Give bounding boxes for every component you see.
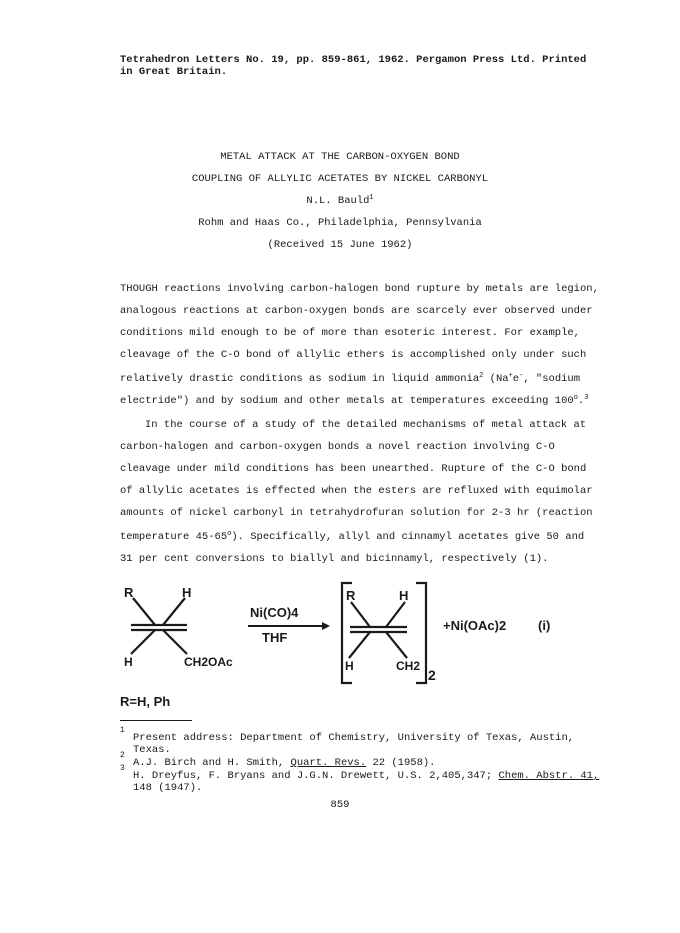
body-line: In the course of a study of the detailed mechanisms of metal attack at bbox=[145, 419, 587, 431]
footnote-1-line1: Present address: Department of Chemistry, University of Texas, Austin, bbox=[133, 732, 575, 744]
journal-name: Quart. Revs. bbox=[290, 757, 367, 769]
footnote-3-line2: 148 (1947). bbox=[133, 782, 203, 794]
article-title-line1: METAL ATTACK AT THE CARBON-OXYGEN BOND bbox=[220, 151, 460, 163]
article-title-line2: COUPLING OF ALLYLIC ACETATES BY NICKEL CARBONYL bbox=[191, 173, 489, 185]
body-line: cleavage of the C-O bond of allylic ethers is accomplished only under such bbox=[120, 349, 587, 361]
reactant-r-label: R bbox=[124, 585, 134, 600]
equation-number: (i) bbox=[538, 618, 551, 633]
product-ch2-label: CH2 bbox=[396, 659, 421, 673]
text-span: temperature 45-65 bbox=[120, 531, 228, 543]
reagent-label: Ni(CO)4 bbox=[250, 605, 299, 620]
charge-minus: - bbox=[519, 372, 524, 380]
text-span: relatively drastic conditions as sodium in liquid ammonia bbox=[120, 373, 480, 385]
footnote-3-number: 3 bbox=[120, 764, 125, 773]
page-number: 859 bbox=[330, 799, 350, 811]
reactant-h-lower-label: H bbox=[124, 655, 133, 669]
body-line: THOUGH reactions involving carbon-halogen bond rupture by metals are legion, bbox=[120, 283, 599, 295]
footnote-rule bbox=[120, 720, 192, 721]
text-span: 22 (1958). bbox=[366, 757, 436, 769]
body-line: conditions mild enough to be of more than esoteric interest. For example, bbox=[120, 327, 580, 339]
text-span: A.J. Birch and H. Smith, bbox=[133, 757, 291, 769]
product-h-label: H bbox=[399, 588, 409, 603]
reference-mark: 2 bbox=[479, 372, 484, 380]
author-line bbox=[0, 196, 680, 207]
reference-mark: 3 bbox=[584, 394, 589, 402]
text-span: H. Dreyfus, F. Bryans and J.G.N. Drewett, U.S. 2,405,347; bbox=[133, 770, 499, 782]
body-line bbox=[120, 532, 584, 543]
footnote-2-line bbox=[133, 758, 435, 769]
journal-header-line1: Tetrahedron Letters No. 19, pp. 859-861, 1962. Pergamon Press Ltd. Printed bbox=[120, 54, 587, 66]
text-span: , "sodium bbox=[523, 373, 581, 385]
reaction-scheme bbox=[0, 580, 680, 710]
r-definition: R=H, Ph bbox=[120, 694, 171, 709]
footnote-1-number: 1 bbox=[120, 726, 125, 735]
degree-mark: o bbox=[573, 394, 578, 402]
charge-plus: + bbox=[508, 372, 513, 380]
body-line: amounts of nickel carbonyl in tetrahydrofuran solution for 2-3 hr (reaction bbox=[120, 507, 593, 519]
received-date: (Received 15 June 1962) bbox=[267, 239, 413, 251]
body-line: 31 per cent conversions to biallyl and bicinnamyl, respectively (1). bbox=[120, 553, 549, 565]
body-line bbox=[120, 396, 588, 407]
body-line: analogous reactions at carbon-oxygen bonds are scarcely ever observed under bbox=[120, 305, 593, 317]
reactant-structure bbox=[131, 598, 187, 654]
text-span: . bbox=[577, 395, 585, 407]
text-span: ). Specifically, allyl and cinnamyl acetates give 50 and bbox=[231, 531, 585, 543]
body-line bbox=[120, 374, 580, 385]
body-line: cleavage under mild conditions has been unearthed. Rupture of the C-O bond bbox=[120, 463, 587, 475]
text-span: (Na bbox=[483, 373, 509, 385]
body-line: of allylic acetates is effected when the esters are refluxed with equimolar bbox=[120, 485, 593, 497]
footnote-2-number: 2 bbox=[120, 751, 125, 760]
author-footnote-mark: 1 bbox=[369, 194, 374, 202]
dimer-subscript: 2 bbox=[428, 667, 436, 683]
text-span: electride") and by sodium and other metals at temperatures exceeding 100 bbox=[120, 395, 574, 407]
reactant-h-label: H bbox=[182, 585, 192, 600]
footnote-1-line2: Texas. bbox=[133, 744, 171, 756]
body-line: carbon-halogen and carbon-oxygen bonds a novel reaction involving C-O bbox=[120, 441, 555, 453]
journal-name: Chem. Abstr. 41, bbox=[498, 770, 600, 782]
byproduct-label: +Ni(OAc)2 bbox=[443, 618, 507, 633]
author-name: N.L. Bauld bbox=[306, 195, 370, 207]
solvent-label: THF bbox=[262, 630, 288, 645]
text-span: e bbox=[512, 373, 520, 385]
journal-header-line2: in Great Britain. bbox=[120, 66, 228, 78]
degree-mark: o bbox=[227, 530, 232, 538]
product-r-label: R bbox=[346, 588, 356, 603]
arrow-head bbox=[322, 622, 330, 630]
reactant-ch2oac-label: CH2OAc bbox=[184, 655, 233, 669]
affiliation: Rohm and Haas Co., Philadelphia, Pennsylvania bbox=[198, 217, 482, 229]
product-h-lower-label: H bbox=[345, 659, 354, 673]
footnote-3-line1 bbox=[133, 771, 599, 782]
